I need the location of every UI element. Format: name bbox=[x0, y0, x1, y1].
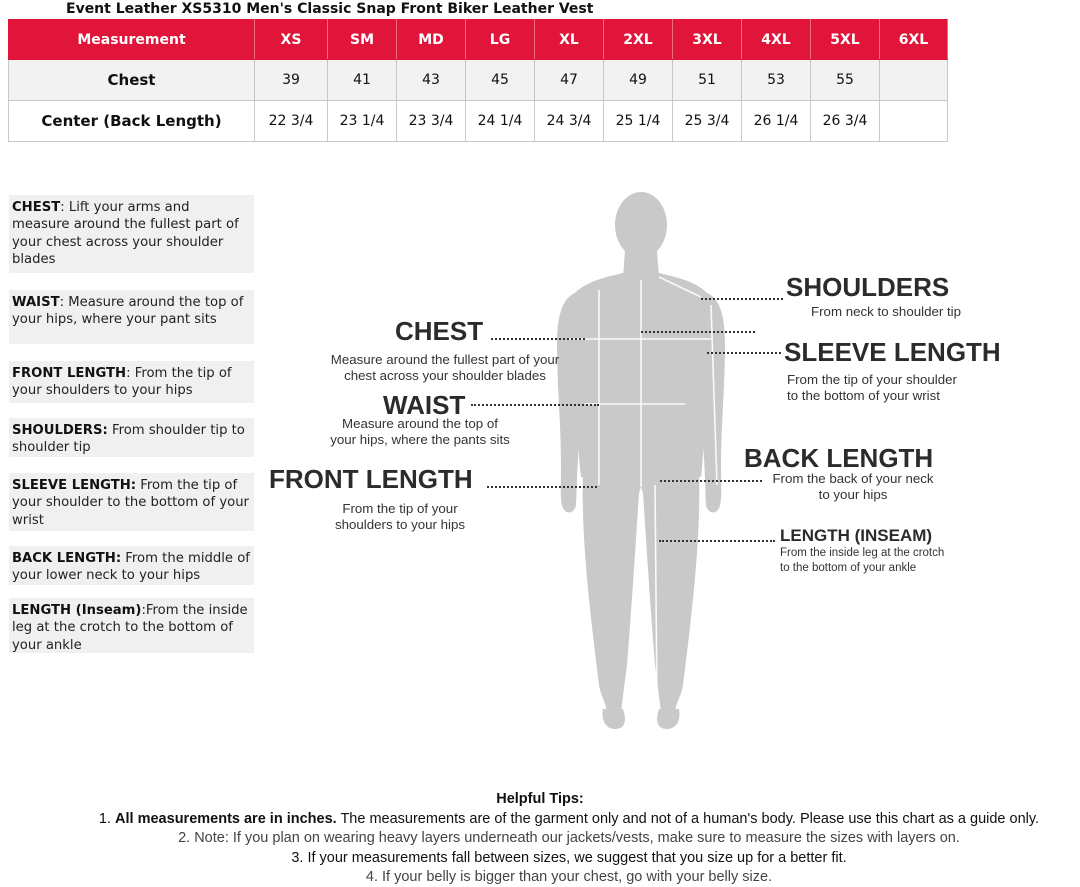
table-cell: 26 1/4 bbox=[742, 101, 811, 142]
front-length-description-line1: From the tip of your bbox=[342, 501, 458, 516]
size-header: MD bbox=[397, 20, 466, 60]
definition-back-length bbox=[9, 546, 254, 585]
table-row bbox=[9, 60, 948, 101]
sleeve-length-description-line1: From the tip of your shoulder bbox=[787, 372, 957, 387]
definition-chest bbox=[9, 195, 254, 273]
row-label: Center (Back Length) bbox=[9, 101, 255, 142]
definition-separator: : bbox=[60, 200, 69, 215]
table-cell: 49 bbox=[604, 60, 673, 101]
table-cell: 25 1/4 bbox=[604, 101, 673, 142]
definition-text: From the inside leg at the crotch to the bottom of your ankle bbox=[12, 603, 248, 653]
front-length-description bbox=[315, 501, 485, 532]
shoulder-width-leader-line bbox=[641, 331, 755, 333]
sleeve-length-description-line2: to the bottom of your wrist bbox=[787, 387, 940, 403]
definition-text: From the tip of your shoulder to the bottom of your wrist bbox=[12, 478, 249, 528]
table-cell: 43 bbox=[397, 60, 466, 101]
waist-description bbox=[305, 416, 535, 447]
sleeve-length-leader-line bbox=[707, 352, 781, 354]
chest-description-line2: chest across your shoulder blades bbox=[344, 367, 546, 383]
size-header: XL bbox=[535, 20, 604, 60]
definition-text: From the tip of your shoulders to your hips bbox=[12, 366, 232, 399]
table-cell: 22 3/4 bbox=[255, 101, 328, 142]
definition-separator: : bbox=[126, 366, 135, 381]
waist-description-line2: your hips, where the pants sits bbox=[330, 431, 510, 447]
definition-text: Measure around the top of your hips, where your pant sits bbox=[12, 295, 244, 328]
definition-shoulders bbox=[9, 418, 254, 457]
table-cell: 26 3/4 bbox=[811, 101, 880, 142]
definition-term: WAIST bbox=[12, 295, 60, 310]
waist-label: WAIST bbox=[383, 390, 466, 420]
table-cell bbox=[880, 60, 948, 101]
table-cell: 51 bbox=[673, 60, 742, 101]
row-label: Chest bbox=[9, 60, 255, 101]
tip-4: 4. If your belly is bigger than your chest, go with your belly size. bbox=[365, 869, 773, 886]
chest-description bbox=[295, 352, 595, 383]
chest-leader-line bbox=[491, 338, 585, 340]
table-cell: 41 bbox=[328, 60, 397, 101]
definition-separator: : bbox=[141, 603, 146, 618]
inseam-description bbox=[780, 546, 944, 576]
definition-term: LENGTH (Inseam) bbox=[12, 603, 142, 618]
shoulders-description: From neck to shoulder tip bbox=[811, 304, 962, 319]
definition-text: Lift your arms and measure around the fullest part of your chest across your shoulder blades bbox=[12, 200, 239, 268]
tip-1-number: 1. bbox=[98, 810, 116, 827]
waist-description-line1: Measure around the top of bbox=[342, 416, 498, 431]
tips-title: Helpful Tips: bbox=[496, 791, 584, 807]
table-cell: 39 bbox=[255, 60, 328, 101]
front-length-description-line2: shoulders to your hips bbox=[334, 516, 466, 532]
table-cell: 53 bbox=[742, 60, 811, 101]
table-cell: 45 bbox=[466, 60, 535, 101]
tip-1 bbox=[0, 810, 1080, 830]
definition-text: From the middle of your lower neck to your hips bbox=[12, 551, 250, 584]
tip-3: 3. If your measurements fall between sizes, we suggest that you size up for a better fit. bbox=[291, 849, 847, 866]
table-cell: 24 3/4 bbox=[535, 101, 604, 142]
table-cell: 23 3/4 bbox=[397, 101, 466, 142]
definition-term: SHOULDERS: bbox=[12, 423, 108, 438]
front-length-label: FRONT LENGTH bbox=[269, 464, 473, 494]
back-length-leader-line bbox=[660, 480, 762, 482]
definition-inseam bbox=[9, 598, 254, 653]
back-length-description bbox=[763, 471, 943, 502]
helpful-tips bbox=[0, 790, 1080, 887]
back-length-description-line2: to your hips bbox=[818, 486, 888, 502]
table-row bbox=[9, 101, 948, 142]
shoulders-label: SHOULDERS bbox=[786, 272, 950, 302]
size-header: 5XL bbox=[811, 20, 880, 60]
inseam-label: LENGTH (INSEAM) bbox=[780, 526, 933, 545]
measurement-diagram bbox=[255, 185, 1080, 745]
size-header: SM bbox=[328, 20, 397, 60]
definition-term: FRONT LENGTH bbox=[12, 366, 127, 381]
waist-leader-line bbox=[471, 404, 599, 406]
inseam-description-line2: to the bottom of your ankle bbox=[780, 562, 917, 574]
size-chart-table bbox=[8, 19, 948, 142]
size-header: 3XL bbox=[673, 20, 742, 60]
inseam-description-line1: From the inside leg at the crotch bbox=[780, 547, 945, 559]
inseam-leader-line bbox=[659, 540, 775, 542]
size-header: XS bbox=[255, 20, 328, 60]
definition-text: From shoulder tip to shoulder tip bbox=[12, 423, 245, 456]
definition-term: BACK LENGTH: bbox=[12, 551, 122, 566]
front-length-leader-line bbox=[487, 486, 597, 488]
sleeve-length-description bbox=[787, 372, 957, 403]
table-cell: 25 3/4 bbox=[673, 101, 742, 142]
sleeve-length-label: SLEEVE LENGTH bbox=[784, 337, 1001, 367]
product-title: Event Leather XS5310 Men's Classic Snap Front Biker Leather Vest bbox=[66, 1, 594, 17]
size-header: 2XL bbox=[604, 20, 673, 60]
definition-front-length bbox=[9, 361, 254, 403]
table-cell bbox=[880, 101, 948, 142]
definition-separator: : bbox=[59, 295, 69, 310]
table-cell: 23 1/4 bbox=[328, 101, 397, 142]
definition-waist bbox=[9, 290, 254, 344]
size-header: LG bbox=[466, 20, 535, 60]
tip-1-text: The measurements are of the garment only and not of a human's body. Please use this chart as a guide only. bbox=[336, 810, 1040, 827]
definition-term: SLEEVE LENGTH: bbox=[12, 478, 137, 493]
table-cell: 24 1/4 bbox=[466, 101, 535, 142]
definition-sleeve-length bbox=[9, 473, 254, 531]
back-length-label: BACK LENGTH bbox=[744, 443, 934, 473]
chest-label: CHEST bbox=[395, 316, 484, 346]
measurement-header: Measurement bbox=[9, 20, 255, 60]
size-header: 6XL bbox=[880, 20, 948, 60]
back-length-description-line1: From the back of your neck bbox=[772, 471, 934, 486]
size-header-row bbox=[9, 20, 948, 60]
tip-1-emphasis: All measurements are in inches. bbox=[115, 810, 337, 827]
table-cell: 47 bbox=[535, 60, 604, 101]
definition-term: CHEST bbox=[12, 200, 61, 215]
size-header: 4XL bbox=[742, 20, 811, 60]
tip-2: 2. Note: If you plan on wearing heavy layers underneath our jackets/vests, make sure to measure the sizes with layers on. bbox=[178, 830, 960, 847]
table-cell: 55 bbox=[811, 60, 880, 101]
chest-description-line1: Measure around the fullest part of your bbox=[330, 352, 560, 367]
shoulders-leader-line bbox=[701, 298, 783, 300]
